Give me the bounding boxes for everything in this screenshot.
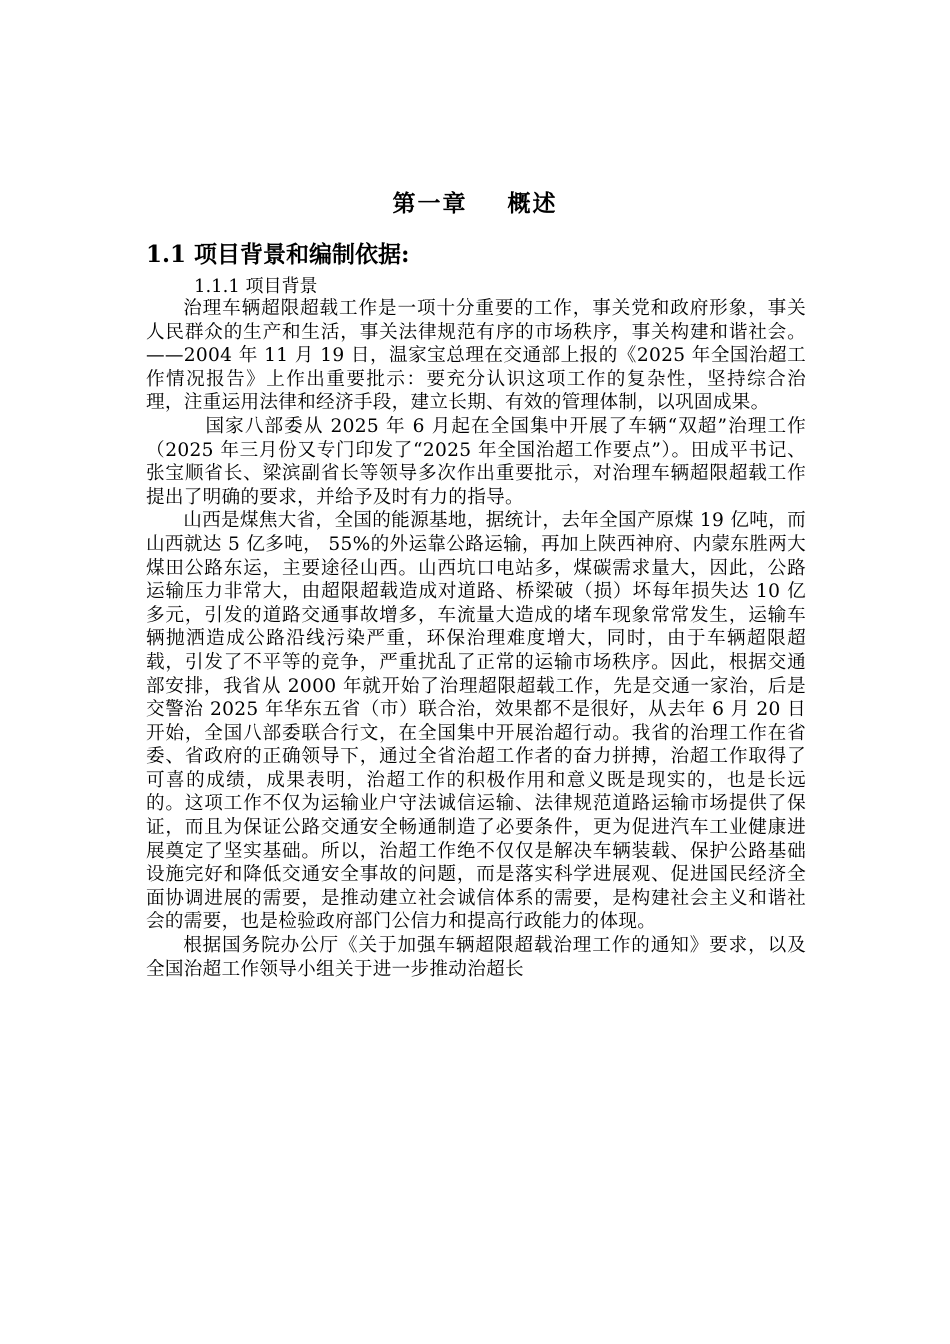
subsection-title: 1.1.1 项目背景 <box>194 276 318 297</box>
body-text <box>146 297 806 981</box>
paragraph: 国家八部委从 2025 年 6 月起在全国集中开展了车辆“双超”治理工作（2025 年三月份又专门印发了“2025 年全国治超工作要点”）。田成平书记、张宝顺省长、梁滨副省长等领导多次作出重要批示，对治理车辆超限超载工作提出了明确的要求，并给予及时有力的指导。 <box>146 415 806 508</box>
paragraph: 根据国务院办公厅《关于加强车辆超限超载治理工作的通知》要求，以及全国治超工作领导小组关于进一步推动治超长 <box>146 935 806 980</box>
chapter-title: 第一章 概述 <box>392 191 558 217</box>
paragraph: 山西是煤焦大省，全国的能源基地，据统计，去年全国产原煤 19 亿吨，而山西就达 5 亿多吨， 55%的外运靠公路运输，再加上陕西神府、内蒙东胜两大煤田公路东运，主要途径山西。山西坑口电站多，煤碳需求量大，因此，公路运输压力非常大，由超限超载造成对道路、桥梁破（损）坏每年损失达 10 亿多元，引发的道路交通事故增多，车流量大造成的堵车现象常常发生，运输车辆抛洒造成公路沿线污染严重，环保治理难度增大，同时，由于车辆超限超载，引发了不平等的竞争，严重扰乱了正常的运输市场秩序。因此，根据交通部安排，我省从 2000 年就开始了治理超限超载工作，先是交通一家治，后是交警治 2025 年华东五省（市）联合治，效果都不是很好，从去年 6 月 20 日开始，全国八部委联合行文，在全国集中开展治超行动。我省的治理工作在省委、省政府的正确领导下，通过全省治超工作者的奋力拼搏，治超工作取得了可喜的成绩，成果表明，治超工作的积极作用和意义既是现实的，也是长远的。这项工作不仅为运输业户守法诚信运输、法律规范道路运输市场提供了保证，而且为保证公路交通安全畅通制造了必要条件，更为促进汽车工业健康进展奠定了坚实基础。所以，治超工作绝不仅仅是解决车辆装载、保护公路基础设施完好和降低交通安全事故的问题，而是落实科学进展观、促进国民经济全面协调进展的需要，是推动建立社会诚信体系的需要，是构建社会主义和谐社会的需要，也是检验政府部门公信力和提高行政能力的体现。 <box>146 510 806 933</box>
section-title: 1.1 项目背景和编制依据: <box>146 241 410 268</box>
paragraph: 治理车辆超限超载工作是一项十分重要的工作，事关党和政府形象，事关人民群众的生产和生活，事关法律规范有序的市场秩序，事关构建和谐社会。——2004 年 11 月 19 日，温家宝总理在交通部上报的《2025 年全国治超工作情况报告》上作出重要批示：要充分认识这项工作的复杂性，坚持综合治理，注重运用法律和经济手段，建立长期、有效的管理体制，以巩固成果。 <box>146 298 806 414</box>
